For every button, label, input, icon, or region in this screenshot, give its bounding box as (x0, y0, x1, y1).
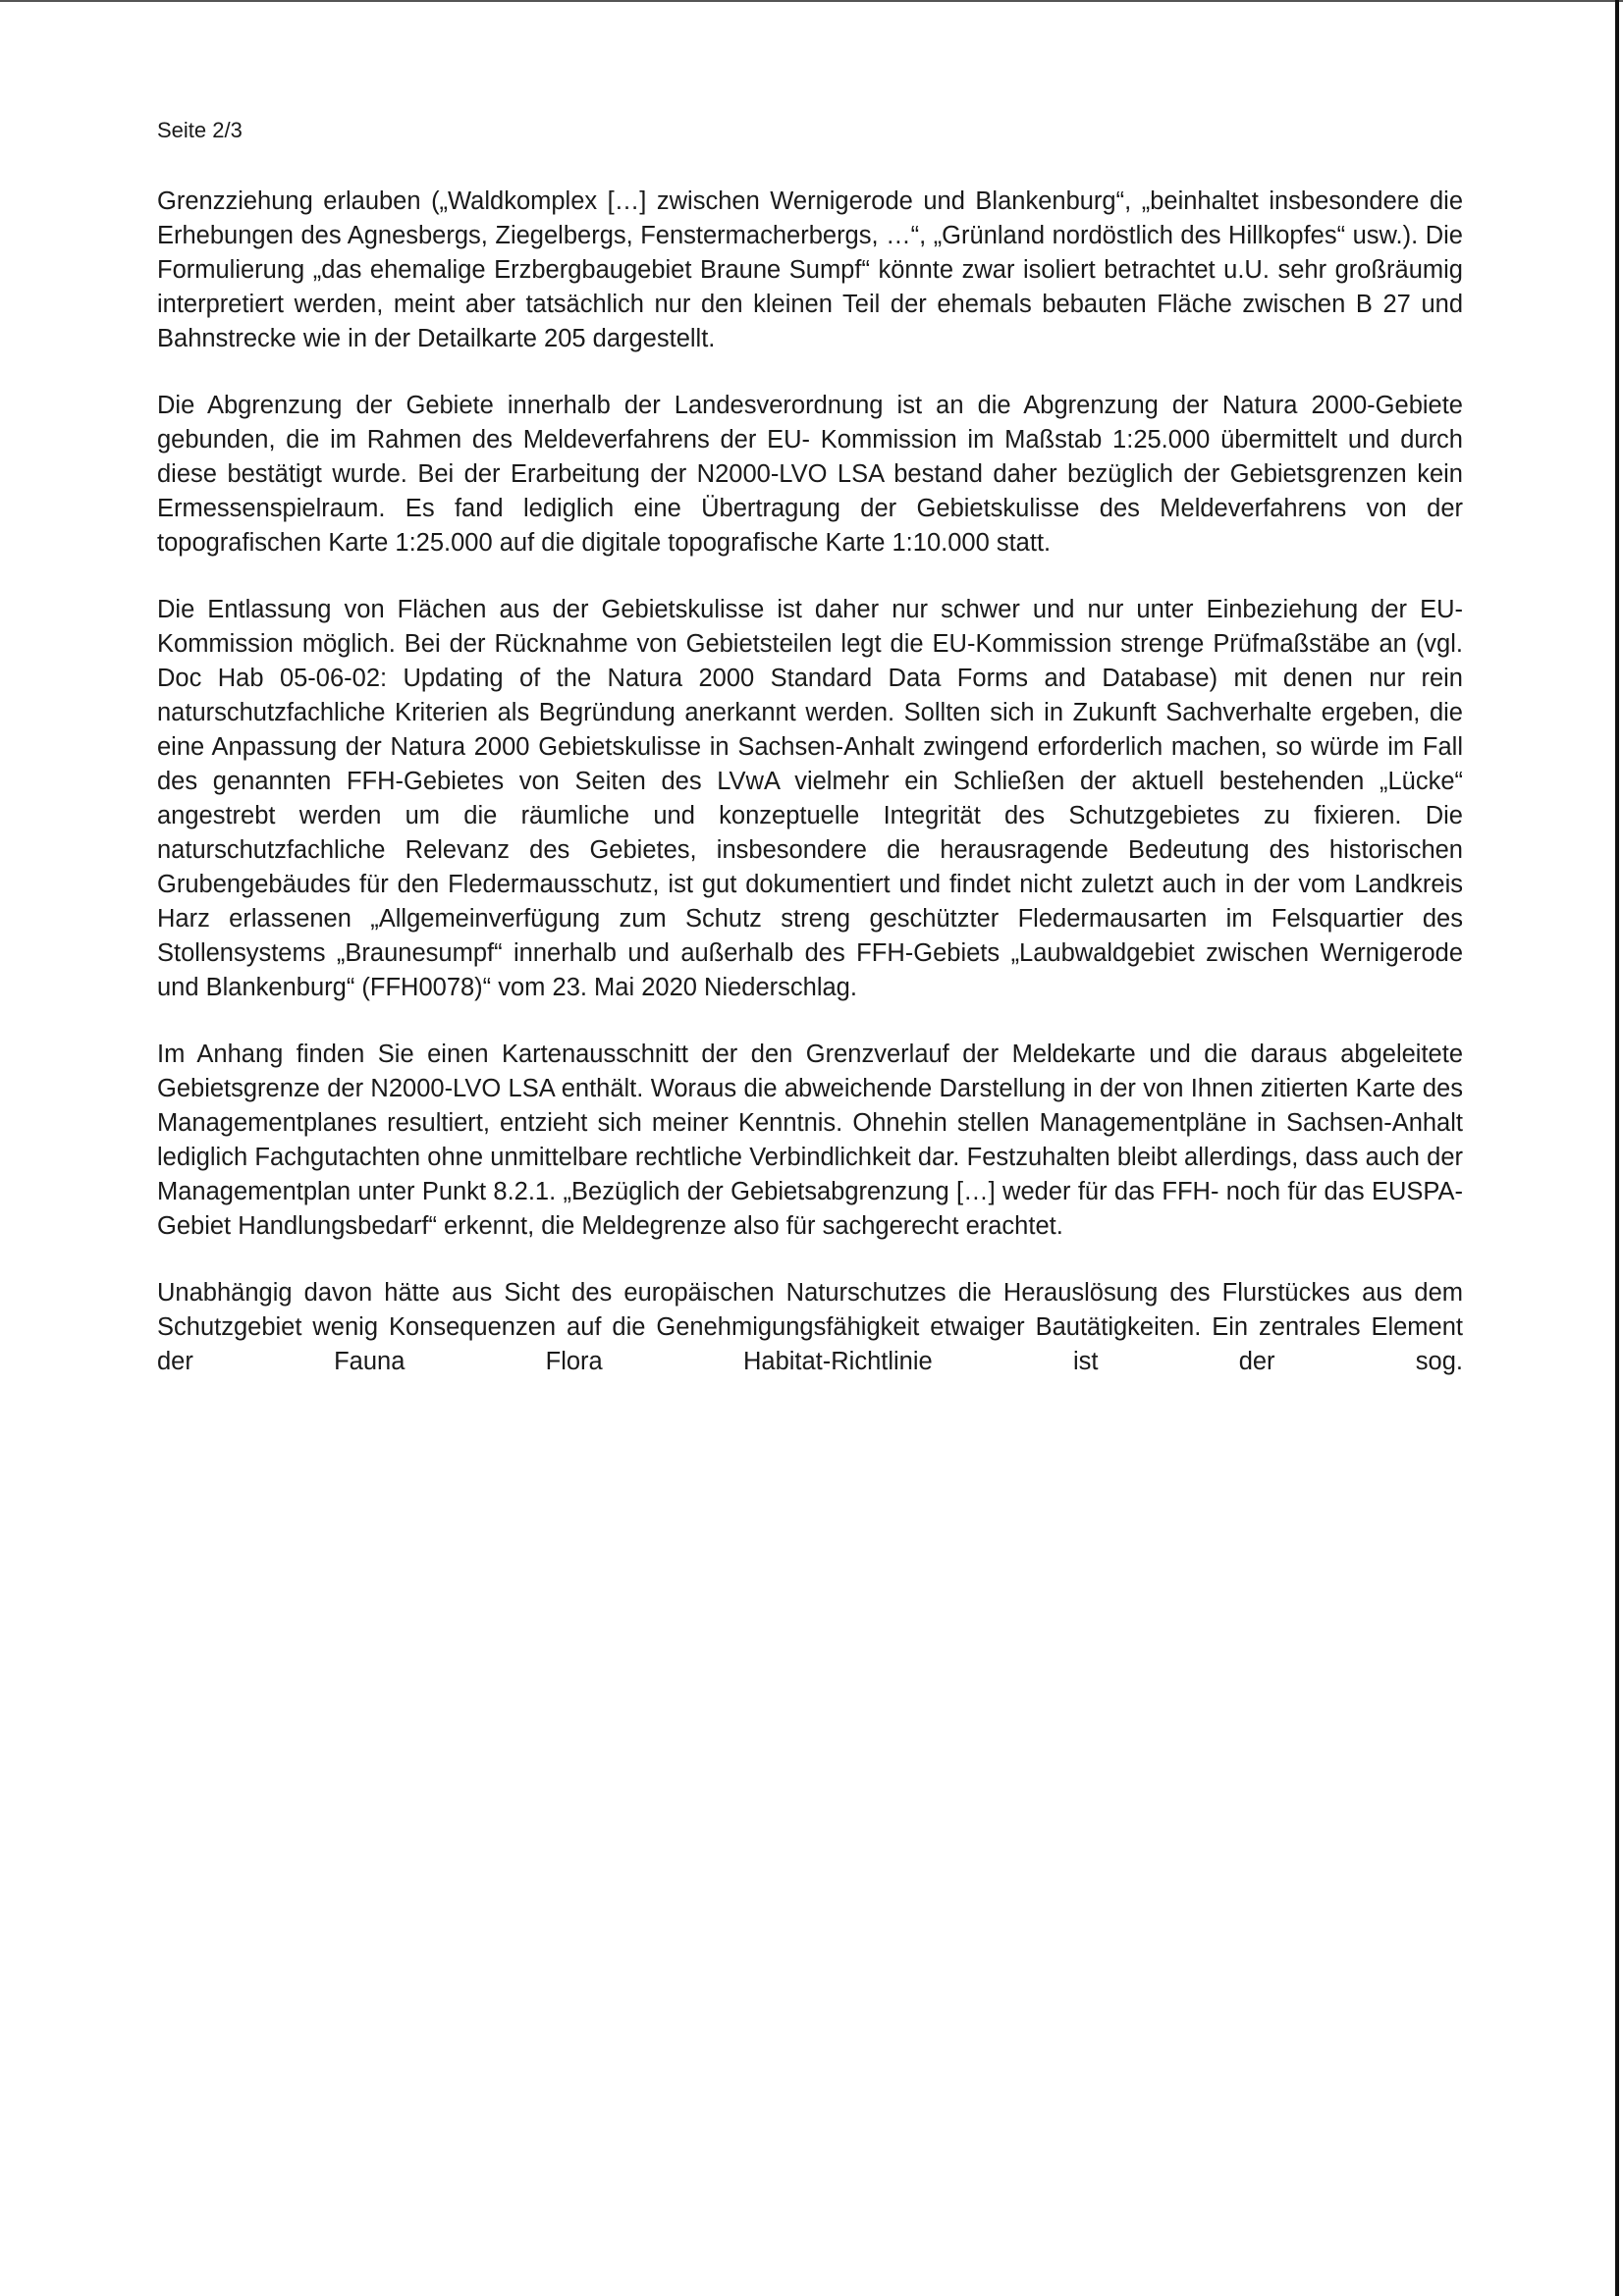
paragraph-boundary-definition: Grenzziehung erlauben („Waldkomplex […] zwischen Wernigerode und Blankenburg“, „beinhaltet insbesondere die Erhebungen des Agnesbergs, Ziegelbergs, Fenstermacherbergs, …“, „Grünland nordöstlich des Hillkopfes“ usw.). Die Formulierung „das ehemalige Erzbergbaugebiet Braune Sumpf“ könnte zwar isoliert betrachtet u.U. sehr großräumig interpretiert werden, meint aber tatsächlich nur den kleinen Teil der ehemals bebauten Fläche zwischen B 27 und Bahnstrecke wie in der Detailkarte 205 dargestellt. (157, 187, 1463, 352)
paragraph-consequences: Unabhängig davon hätte aus Sicht des europäischen Naturschutzes die Herauslösung des Flurstückes aus dem Schutzgebiet wenig Konsequenzen auf die Genehmigungsfähigkeit etwaiger Bautätigkeiten. Ein zentrales Element der Fauna Flora Habitat-Richtlinie ist der sog. (157, 1279, 1463, 1375)
scan-right-edge (1615, 0, 1619, 2296)
paragraph-appendix-map: Im Anhang finden Sie einen Kartenausschnitt der den Grenzverlauf der Meldekarte und die daraus abgeleitete Gebietsgrenze der N2000-LVO LSA enthält. Woraus die abweichende Darstellung in der von Ihnen zitierten Karte des Managementplanes resultiert, entzieht sich meiner Kenntnis. Ohnehin stellen Managementpläne in Sachsen-Anhalt lediglich Fachgutachten ohne unmittelbare rechtliche Verbindlichkeit dar. Festzuhalten bleibt allerdings, dass auch der Managementplan unter Punkt 8.2.1. „Bezüglich der Gebietsabgrenzung […] weder für das FFH- noch für das EUSPA-Gebiet Handlungsbedarf“ erkennt, die Meldegrenze also für sachgerecht erachtet. (157, 1041, 1463, 1240)
document-page (157, 116, 1463, 1412)
page-number: Seite 2/3 (157, 118, 243, 142)
scan-top-edge (0, 0, 1623, 2)
paragraph-area-release: Die Entlassung von Flächen aus der Gebietskulisse ist daher nur schwer und nur unter Einbeziehung der EU-Kommission möglich. Bei der Rücknahme von Gebietsteilen legt die EU-Kommission strenge Prüfmaßstäbe an (vgl. Doc Hab 05-06-02: Updating of the Natura 2000 Standard Data Forms and Database) mit denen nur rein naturschutzfachliche Kriterien als Begründung anerkannt werden. Sollten sich in Zukunft Sachverhalte ergeben, die eine Anpassung der Natura 2000 Gebietskulisse in Sachsen-Anhalt zwingend erforderlich machen, so würde im Fall des genannten FFH-Gebietes von Seiten des LVwA vielmehr ein Schließen der aktuell bestehenden „Lücke“ angestrebt werden um die räumliche und konzeptuelle Integrität des Schutzgebietes zu fixieren. Die naturschutzfachliche Relevanz des Gebietes, insbesondere die herausragende Bedeutung des historischen Grubengebäudes für den Fledermausschutz, ist gut dokumentiert und findet nicht zuletzt auch in der vom Landkreis Harz erlassenen „Allgemeinverfügung zum Schutz streng geschützter Fledermausarten im Felsquartier des Stollensystems „Braunesumpf“ innerhalb und außerhalb des FFH-Gebiets „Laubwaldgebiet zwischen Wernigerode und Blankenburg“ (FFH0078)“ vom 23. Mai 2020 Niederschlag. (157, 596, 1463, 1001)
paragraph-natura2000-delimitation: Die Abgrenzung der Gebiete innerhalb der Landesverordnung ist an die Abgrenzung der Natura 2000-Gebiete gebunden, die im Rahmen des Meldeverfahrens der EU- Kommission im Maßstab 1:25.000 übermittelt und durch diese bestätigt wurde. Bei der Erarbeitung der N2000-LVO LSA bestand daher bezüglich der Gebietsgrenzen kein Ermessenspielraum. Es fand lediglich eine Übertragung der Gebietskulisse des Meldeverfahrens von der topografischen Karte 1:25.000 auf die digitale topografische Karte 1:10.000 statt. (157, 392, 1463, 557)
